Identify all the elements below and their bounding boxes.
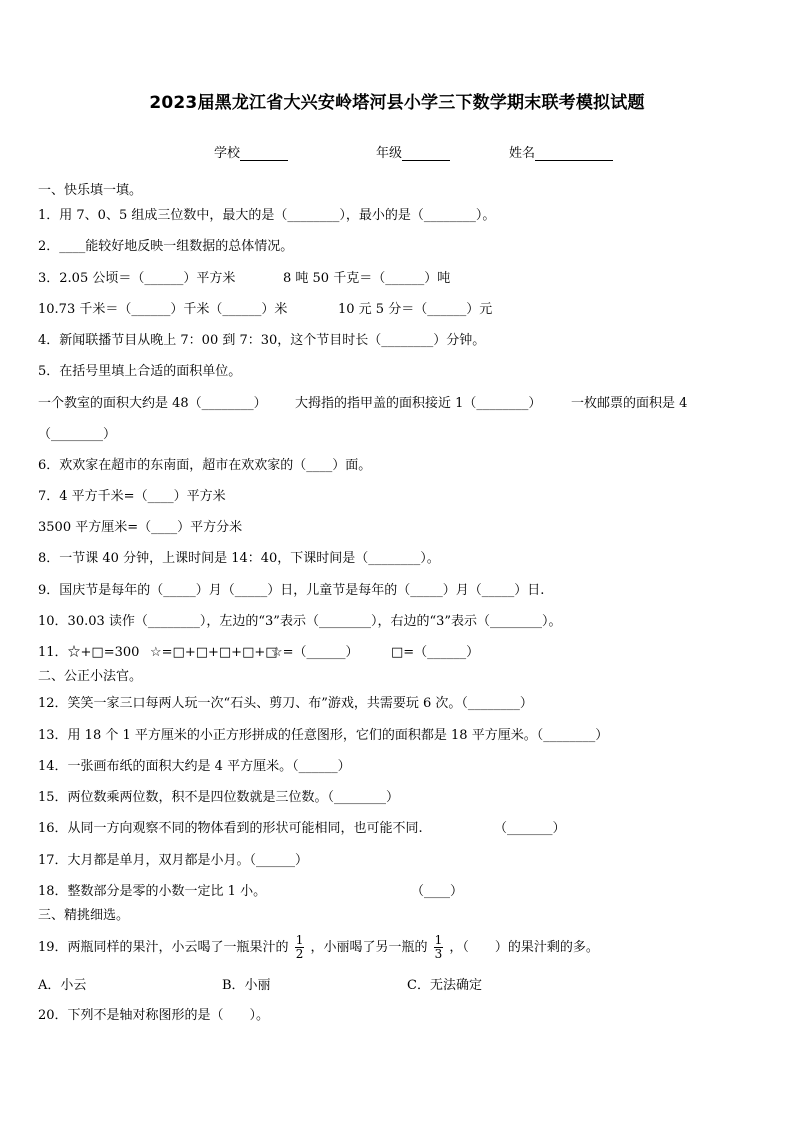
question-11c: ☆=（______） (271, 645, 359, 660)
question-3a: 3．2.05 公顷＝（______）平方米 (38, 271, 236, 286)
question-19-prefix: 19．两瓶同样的果汁，小云喝了一瓶果汁的 (38, 940, 289, 955)
question-7a: 7．4 平方千米=（____）平方米 (38, 489, 226, 504)
question-5: 5．在括号里填上合适的面积单位。 (38, 364, 242, 379)
question-16b: （_______） (494, 821, 566, 836)
question-18a: 18．整数部分是零的小数一定比 1 小。 (38, 884, 267, 899)
question-4: 4．新闻联播节目从晚上 7：00 到 7：30，这个节目时长（________）分钟。 (38, 333, 486, 348)
name-label: 姓名 (509, 146, 536, 161)
question-19-suffix: ，（ ）的果汁剩的多。 (449, 940, 599, 955)
fraction-1-numerator: 1 (295, 933, 304, 947)
question-9: 9．国庆节是每年的（_____）月（_____）日，儿童节是每年的（_____）月（_____）日. (38, 583, 545, 598)
question-6: 6．欢欢家在超市的东南面，超市在欢欢家的（____）面。 (38, 458, 372, 473)
question-15: 15．两位数乘两位数，积不是四位数就是三位数。（________） (38, 790, 400, 805)
option-b[interactable]: B．小丽 (222, 978, 271, 993)
question-11d: □=（______） (391, 645, 480, 660)
question-8: 8．一节课 40 分钟，上课时间是 14：40，下课时间是（________）。 (38, 551, 440, 566)
option-a[interactable]: A．小云 (38, 978, 87, 993)
grade-field[interactable] (376, 142, 450, 161)
question-10: 10．30.03 读作（________），左边的“3”表示（________），右边的“3”表示（________）。 (38, 614, 562, 629)
question-3d: 10 元 5 分＝（______）元 (338, 302, 493, 317)
question-5c: 一枚邮票的面积是 4 (571, 396, 688, 411)
question-3b: 8 吨 50 千克＝（______）吨 (283, 271, 451, 286)
page-title: 2023届黑龙江省大兴安岭塔河县小学三下数学期末联考模拟试题 (149, 93, 645, 113)
question-7b: 3500 平方厘米=（____）平方分米 (38, 520, 243, 535)
question-13: 13．用 18 个 1 平方厘米的小正方形拼成的任意图形，它们的面积都是 18 平方厘米。（________） (38, 728, 609, 743)
question-5d: （________） (38, 427, 117, 442)
question-19-middle: ，小丽喝了另一瓶的 (310, 940, 428, 955)
fraction-1-denominator: 2 (295, 947, 304, 961)
section-2-heading: 二、公正小法官。 (38, 669, 143, 684)
question-19 (38, 932, 599, 964)
question-17: 17．大月都是单月，双月都是小月。（______） (38, 853, 309, 868)
question-1: 1．用 7、0、5 组成三位数中，最大的是（________），最小的是（________）。 (38, 208, 496, 223)
grade-label: 年级 (376, 146, 403, 161)
question-14: 14．一张画布纸的面积大约是 4 平方厘米。（______） (38, 759, 351, 774)
question-18b: （____） (411, 884, 464, 899)
question-11b: ☆=□+□+□+□+□ (150, 645, 278, 660)
question-20: 20．下列不是轴对称图形的是（ ）。 (38, 1008, 270, 1023)
question-5a: 一个教室的面积大约是 48（________） (38, 396, 267, 411)
school-field[interactable] (214, 142, 288, 161)
school-blank[interactable] (240, 146, 288, 161)
question-12: 12．笑笑一家三口每两人玩一次“石头、剪刀、布”游戏，共需要玩 6 次。（________） (38, 696, 533, 711)
question-2: 2．____能较好地反映一组数据的总体情况。 (38, 239, 294, 254)
name-blank[interactable] (535, 146, 613, 161)
section-3-heading: 三、精挑细选。 (38, 908, 130, 923)
section-1-heading: 一、快乐填一填。 (38, 183, 143, 198)
option-c[interactable]: C．无法确定 (407, 978, 482, 993)
fraction-2-denominator: 3 (434, 947, 443, 961)
grade-blank[interactable] (402, 146, 450, 161)
question-3c: 10.73 千米＝（______）千米（______）米 (38, 302, 288, 317)
name-field[interactable] (509, 142, 613, 161)
fraction-one-third (434, 934, 444, 961)
question-11a: 11．☆+□=300 (38, 645, 140, 660)
fraction-2-numerator: 1 (434, 933, 443, 947)
fraction-one-half (295, 934, 305, 961)
school-label: 学校 (214, 146, 241, 161)
question-16a: 16．从同一方向观察不同的物体看到的形状可能相同，也可能不同. (38, 821, 423, 836)
question-5b: 大拇指的指甲盖的面积接近 1（________） (295, 396, 542, 411)
